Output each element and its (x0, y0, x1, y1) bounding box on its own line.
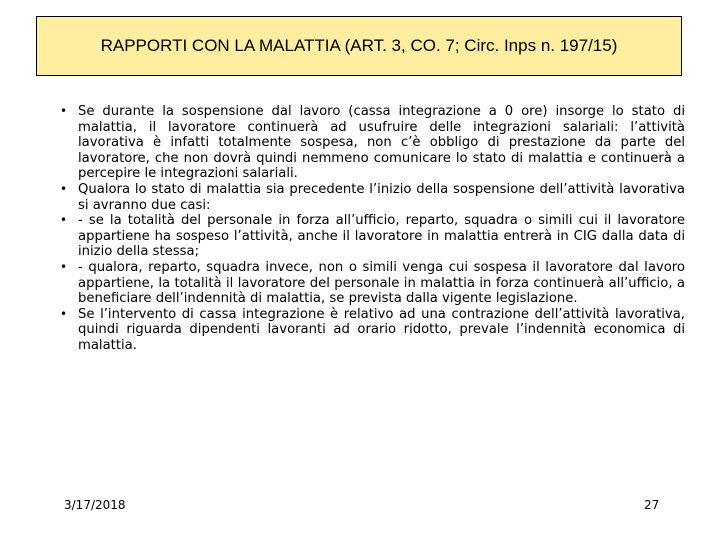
bullet-item (60, 213, 685, 260)
bullet-list (60, 104, 685, 354)
bullet-text: Se l’intervento di cassa integrazione è relativo ad una contrazione dell’attività lavorativa, quindi riguarda dipendenti lavoranti ad orario ridotto, prevale l’indennità economica di malattia. (78, 306, 685, 353)
bullet-text: - se la totalità del personale in forza all’ufficio, reparto, squadra o simili cui il lavoratore appartiene ha sospeso l’attività, anche il lavoratore in malattia entrerà in CIG dalla data di inizio della stessa; (78, 213, 685, 260)
bullet-text: Se durante la sospensione dal lavoro (cassa integrazione a 0 ore) insorge lo stato di malattia, il lavoratore continuerà ad usufruire delle integrazioni salariali: l’attività lavorativa è infatti totalmente sospesa, non c’è obbligo di prestazione da parte del lavoratore, che non dovrà quindi nemmeno comunicare lo stato di malattia e continuerà a percepire le integrazioni salariali. (78, 104, 685, 182)
bullet-text: Qualora lo stato di malattia sia precedente l’inizio della sospensione dell’attività lavorativa si avranno due casi: (78, 181, 685, 213)
slide-title: RAPPORTI CON LA MALATTIA (ART. 3, CO. 7; Circ. Inps n. 197/15) (100, 36, 618, 55)
bullet-item (60, 307, 685, 354)
bullet-dot-icon: • (60, 306, 68, 321)
bullet-dot-icon: • (60, 181, 68, 196)
bullet-item (60, 182, 685, 213)
footer-date: 3/17/2018 (64, 498, 126, 512)
bullet-item (60, 260, 685, 307)
bullet-dot-icon: • (60, 104, 68, 118)
slide-title-box (36, 16, 682, 76)
bullet-text: - qualora, reparto, squadra invece, non o simili venga cui sospesa il lavoratore dal lavoro appartiene, la totalità il lavoratore del personale in malattia in forza continuerà all’ufficio, a beneficiare dell’indennità di malattia, se prevista dalla vigente legislazione. (78, 259, 685, 307)
bullet-dot-icon: • (60, 213, 68, 228)
page-number: 27 (644, 498, 660, 512)
bullet-item (60, 104, 685, 182)
bullet-dot-icon: • (60, 259, 68, 274)
